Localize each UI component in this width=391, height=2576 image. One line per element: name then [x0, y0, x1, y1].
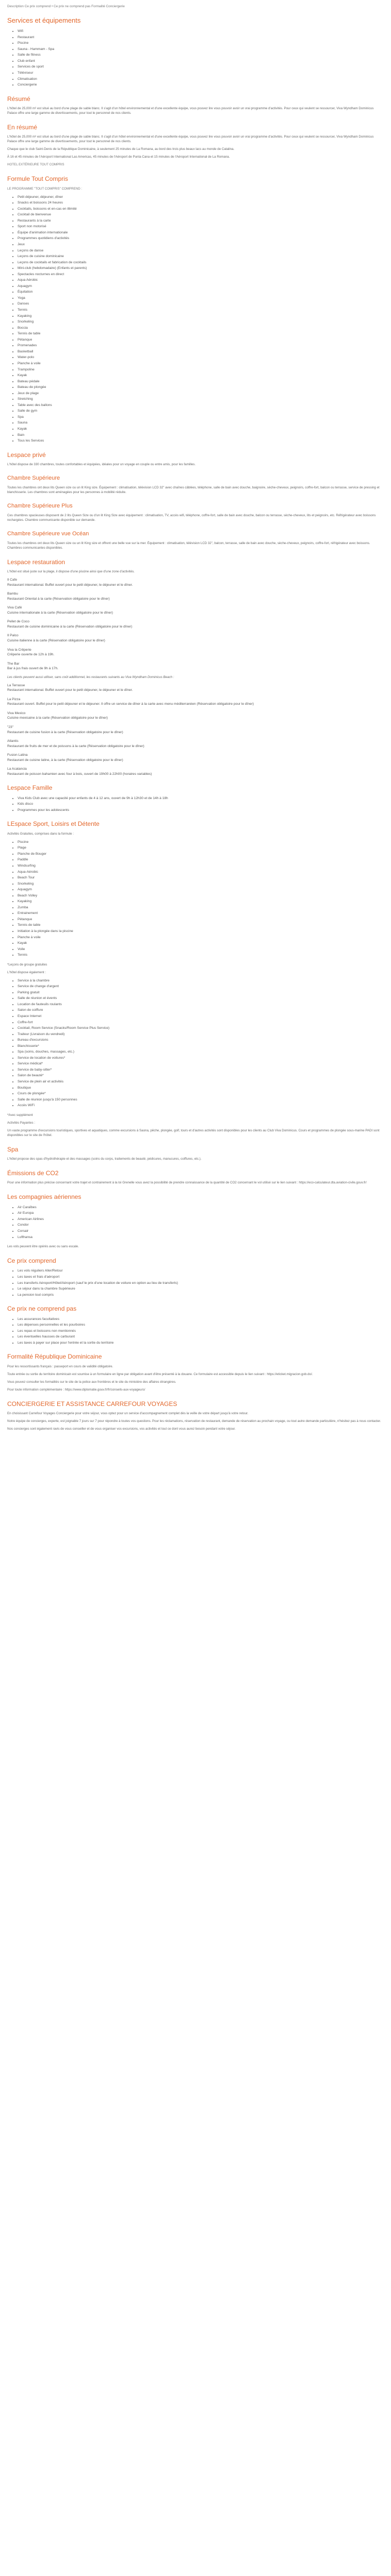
- sport-item: • Aqua-Aérobic: [18, 870, 384, 875]
- famille-item: • Kids disco: [18, 802, 384, 807]
- formule-item: • Salle de gym: [18, 409, 384, 414]
- restaurant-desc: Cuisine internationale à la carte (Réservation obligatoire pour le dîner): [7, 611, 113, 615]
- formule-item: • Tennis: [18, 308, 384, 313]
- sport-subtitle: Activités Gratuites, comprises dans la formule :: [7, 832, 74, 836]
- sport-item: • Planche de Bouger: [18, 852, 384, 857]
- sport-item: • Beach Tour: [18, 875, 384, 880]
- service-item: • Services de sport: [18, 64, 384, 70]
- hotel-service-item: • Parking gratuit: [18, 990, 384, 995]
- restaurants-list: [7, 578, 384, 671]
- hotel-service-item: • Cours de plongée*: [18, 1091, 384, 1096]
- sport-item: • Snorkeling: [18, 882, 384, 887]
- restaurant-name: La Terrasse: [7, 683, 25, 687]
- excluded-item: • Les assurances facultatives: [18, 1317, 384, 1322]
- espace-prive-text: L'hôtel dispose de 330 chambres, toutes confortables et équipées, idéales pour un voyage en couple ou entre amis, pour les familles.: [7, 463, 196, 466]
- formule-item: • Water-polo: [18, 355, 384, 360]
- service-item: • Restaurant: [18, 35, 384, 40]
- services-list: [7, 29, 384, 87]
- sport-item: • Initiation à la plongée dans la piscine: [18, 929, 384, 934]
- formule-item: • Bateau de plongée: [18, 385, 384, 390]
- formule-item: • Kayak: [18, 427, 384, 432]
- excluded-item: • Les repas et boissons non mentionnés: [18, 1329, 384, 1334]
- spa-title: Spa: [7, 1145, 19, 1153]
- restaurant: [7, 578, 384, 587]
- formule-item: • Jeux de plage: [18, 391, 384, 396]
- excluded-item: • Les taxes à payer sur place pour l'entrée et la sortie du territoire: [18, 1341, 384, 1346]
- formule-item: • Snorkeling: [18, 319, 384, 325]
- activites-payantes-subtitle: Activités Payantes :: [7, 1121, 35, 1125]
- breadcrumb: Description Ce prix comprend • Ce prix ne comprend pas Formalité Conciergerie: [7, 5, 125, 8]
- restaurant-desc: Cuisine mexicaine à la carte (Réservation obligatoire pour le dîner): [7, 716, 108, 720]
- restaurant-desc: Restaurant de poisson bahamien avec four à bois, ouvert de 19h00 à 22h00 (horaires variables): [7, 772, 152, 776]
- restaurant-name: Il Cafe: [7, 578, 18, 582]
- hotel-service-item: • Bureau d'excursions: [18, 1038, 384, 1043]
- airline-item: • Air Caraïbes: [18, 1205, 384, 1210]
- hotel-service-item: • Service médical*: [18, 1061, 384, 1066]
- formalite-text1: Pour les ressortissants français : passeport en cours de validité obligatoire.: [7, 1364, 113, 1368]
- service-item: • Conciergerie: [18, 82, 384, 88]
- sport-item: • Entrainement: [18, 911, 384, 916]
- restaurant: [7, 739, 384, 749]
- sport-item: • Planche à voile: [18, 935, 384, 940]
- formule-item: • Tennis de table: [18, 331, 384, 336]
- included-item: • Les taxes et frais d'aéroport: [18, 1275, 384, 1280]
- chambre-sup-ocean-title: Chambre Supérieure vue Océan: [7, 530, 89, 537]
- compagnies-footnote: Les vols peuvent être opérés avec ou sans escale.: [7, 1245, 79, 1249]
- sport-item: • Voile: [18, 947, 384, 952]
- sport-item: • Beach Volley: [18, 893, 384, 899]
- restaurant-desc: Restaurant de cuisine fusion à la carte (Réservation obligatoire pour le dîner): [7, 730, 123, 734]
- sport-item: • Pétanque: [18, 917, 384, 922]
- chambre-sup-text: Toutes les chambres ont deux lits Queen size ou un lit King size. Équipement : climatisation, télévision LCD 32" avec chaînes câblées, téléphone, salle de bain avec douche, baignoire, sèche-cheveux, peignoirs, coffre-fort, balcon ou terrasse, service de pressing et blanchisserie. Les chambres sont aménagées pour les personnes à mobilité réduite.: [7, 485, 380, 494]
- restauration-intro: L'hôtel est situé juste sur la plage, il dispose d'une piscine ainsi que d'une zone d'activités.: [7, 570, 135, 574]
- airline-item: • Condor: [18, 1223, 384, 1228]
- formule-item: • Table avec des ballons: [18, 403, 384, 408]
- formule-item: • Basketball: [18, 349, 384, 354]
- excluded-item: • Les éventuelles hausses de carburant: [18, 1334, 384, 1340]
- restaurant-desc: Bar à jus frais ouvert de 9h à 17h.: [7, 667, 58, 671]
- formule-item: • Boccia: [18, 326, 384, 331]
- restaurant: [7, 697, 384, 707]
- formule-item: • Mini-club (hebdomadaire) (Enfants et parents): [18, 266, 384, 271]
- restaurant-name: La Acatancia: [7, 767, 27, 771]
- formule-item: • Stretching: [18, 397, 384, 402]
- espace-prive-title: Lespace privé: [7, 451, 46, 459]
- ce-prix-pas-title: Ce prix ne comprend pas: [7, 1305, 77, 1313]
- resume2-note: HOTEL EXTÉRIEURE TOUT COMPRIS: [7, 163, 64, 167]
- excluded-item: • Les dépenses personnelles et les pourboires: [18, 1323, 384, 1328]
- hotel-service-item: • Coffre-fort: [18, 1020, 384, 1025]
- formule-item: • Cocktails, boissons et en-cas en illimité: [18, 207, 384, 212]
- included-item: • Les transferts Aéroport/Hôtel/Aéroport (sauf le prix d'une location de voiture en option au lieu de transferts): [18, 1281, 384, 1286]
- airline-item: • Air Europa: [18, 1211, 384, 1216]
- formule-title: Formule Tout Compris: [7, 175, 68, 183]
- formule-item: • Planche à voile: [18, 361, 384, 366]
- famille-list: [7, 796, 384, 813]
- formule-item: • Cocktail de bienvenue: [18, 212, 384, 217]
- formule-item: • Leçons de cocktails et fabrication de cocktails: [18, 260, 384, 265]
- emissions-title: Émissions de CO2: [7, 1170, 59, 1177]
- conciergerie-text1: En choisissant Carrefour Voyages Conciergerie pour votre séjour, vous optez pour un service d'accompagnement complet dès la veille de votre départ jusqu'à votre retour.: [7, 1412, 249, 1416]
- restaurant-desc: Restaurant international. Buffet ouvert pour le petit déjeuner, le déjeuner et le dîner.: [7, 688, 133, 692]
- restaurant-desc: Restaurant de cuisine dominicaine à la carte (Réservation obligatoire pour le dîner): [7, 624, 133, 629]
- formule-subtitle: LE PROGRAMME "TOUT COMPRIS" COMPREND :: [7, 187, 83, 191]
- formalite-title: Formalité République Dominicaine: [7, 1353, 102, 1361]
- chambre-sup-ocean-text: Toutes les chambres ont deux lits Queen size ou un lit King size et offrent une belle vue sur la mer. Équipement : climatisation, télévision LCD 32", balcon, terrasse, salle de bain avec douche, sèche-cheveux, peignoirs, coffre-fort, réfrigérateur avec boissons. Chambres communicantes disponibles.: [7, 541, 370, 550]
- formule-item: • Trampoline: [18, 367, 384, 372]
- formalite-text3: Vous pouvez consulter les formalités sur le site de la police aux frontières et le site du ministère des affaires étrangères.: [7, 1380, 176, 1384]
- ce-prix-list: [7, 1268, 384, 1297]
- formule-item: • Pétanque: [18, 337, 384, 343]
- included-item: • Les vols réguliers Aller/Retour: [18, 1268, 384, 1274]
- restaurant-name: Viva la Crêperie: [7, 648, 31, 652]
- hotel-service-item: • Accès WiFi: [18, 1103, 384, 1108]
- restaurant-name: Viva Café: [7, 606, 22, 610]
- formule-item: • Tous les Services: [18, 438, 384, 444]
- restaurant: [7, 753, 384, 762]
- formule-item: • Promenades: [18, 343, 384, 348]
- restaurant: [7, 648, 384, 657]
- ce-prix-pas-list: [7, 1317, 384, 1346]
- chambre-sup-plus-text: Ces chambres spacieuses disposent de 2 lits Queen Size ou d'un lit King Size avec équipement : climatisation, TV, accès wifi, téléphone, coffre-fort, salle de bain avec douche, balcon ou terrasse, sèche-cheveux, lits et peignoirs, etc. Réfrigérateur avec boissons rechargées. Chambre communicante disponible sur demande.: [7, 513, 376, 522]
- service-item: • Piscine: [18, 41, 384, 46]
- formule-item: • Équipe d'animation internationale: [18, 230, 384, 235]
- restaurant-name: "23": [7, 725, 14, 729]
- restaurant-name: Bambu: [7, 592, 18, 596]
- famille-item: • Viva Kids Club avec une capacité pour enfants de 4 à 12 ans, ouvert de 9h à 12h30 et de 14h à 18h: [18, 796, 384, 801]
- restaurant-name: The Bar: [7, 662, 20, 666]
- formule-item: • Leçons de danse: [18, 248, 384, 253]
- restaurant-desc: Restaurant de fruits de mer et de poissons à la carte (Réservation obligatoire pour le dîner): [7, 744, 144, 748]
- service-item: • Climatisation: [18, 77, 384, 82]
- formule-item: • Leçons de cuisine dominicaine: [18, 254, 384, 259]
- hotel-service-item: • Blanchisserie*: [18, 1044, 384, 1049]
- restaurant: [7, 683, 384, 693]
- restaurant-desc: Restaurant international. Buffet ouvert pour le petit déjeuner, le déjeuner et le dîner.: [7, 583, 133, 587]
- airline-item: • Corsair: [18, 1229, 384, 1234]
- service-item: • Wifi: [18, 29, 384, 34]
- sport-list: [7, 840, 384, 958]
- sport-item: • Zumba: [18, 905, 384, 910]
- restaurant-name: Fusion Latina: [7, 753, 28, 757]
- hotel-service-item: • Cocktail, Room Service (Snacks/Room Service Plus Service): [18, 1026, 384, 1031]
- formule-item: • Snacks et boissons 24 heures: [18, 200, 384, 206]
- services-hotel-footnote: *Avec supplément: [7, 1113, 33, 1117]
- conciergerie-title: CONCIERGERIE ET ASSISTANCE CARREFOUR VOYAGES: [7, 1400, 177, 1408]
- sport-footnote: *Leçons de groupe gratuites: [7, 962, 47, 967]
- airline-item: • American Airlines: [18, 1217, 384, 1222]
- hotel-service-item: • Service de change d'argent: [18, 984, 384, 989]
- formule-item: • Sauna: [18, 420, 384, 426]
- restaurant: [7, 619, 384, 629]
- sport-item: • Paddle: [18, 857, 384, 862]
- hotel-service-item: • Salon de coiffure: [18, 1008, 384, 1013]
- resume1-title: Résumé: [7, 95, 30, 103]
- resume2-text2: Chaque que le club Saint-Denis de la République Dominicaine, à seulement 25 minutes de La Romana, au bord des trois plus beaux lacs au monde de Catalina.: [7, 147, 235, 151]
- restauration-title: Lespace restauration: [7, 558, 66, 566]
- formule-item: • Restaurants à la carte: [18, 218, 384, 224]
- sport-item: • Tennis: [18, 953, 384, 958]
- hotel-service-item: • Service de location de voitures*: [18, 1056, 384, 1061]
- restaurant: [7, 725, 384, 735]
- emissions-text: Pour une information plus précise concernant votre trajet et contrairement à la loi Grenelle vous avez la possibilité de prendre connaissance de la quantité de CO2 concernant le vol utilisé sur le lien suivant : https://eco-calculateur.dta.aviation-civile.gouv.fr/: [7, 1181, 367, 1185]
- formule-item: • Petit déjeuner, déjeuner, dîner: [18, 195, 384, 200]
- services-hotel-subtitle: L'hôtel dispose également :: [7, 970, 46, 974]
- restauration-note: Les clients peuvent aussi utiliser, sans coût additionnel, les restaurants suivants au Viva Wyndham Dominicus Beach :: [7, 675, 174, 679]
- compagnies-title: Les compagnies aériennes: [7, 1193, 82, 1201]
- sport-item: • Windsurfing: [18, 863, 384, 869]
- hotel-service-item: • Salon de beauté*: [18, 1073, 384, 1078]
- restaurant-name: Il Palco: [7, 634, 19, 638]
- ce-prix-title: Ce prix comprend: [7, 1257, 56, 1265]
- formule-item: • Bateau pédale: [18, 379, 384, 384]
- formule-item: • Sport non motorisé: [18, 224, 384, 229]
- hotel-service-item: • Espace Internet: [18, 1014, 384, 1019]
- service-item: • Club enfant: [18, 59, 384, 64]
- restaurant: [7, 662, 384, 671]
- resume2-text3: À 16 et 45 minutes de l'Aéroport International Las Americas, 45 minutes de l'Aéroport de Punta Cana et 15 minutes de l'Aéroport International de La Romana.: [7, 155, 230, 159]
- conciergerie-text3: Nos concierges sont également ravis de vous conseiller et de vous organiser vos excursions, vos activités et tout ce dont vous aurez besoin pendant votre séjour.: [7, 1427, 236, 1431]
- restaurant: [7, 711, 384, 721]
- services-hotel-list: [7, 978, 384, 1108]
- hotel-service-item: • Salle de réunion jusqu'à 150 personnes: [18, 1097, 384, 1103]
- formule-item: • Kayaking: [18, 314, 384, 319]
- restaurant-desc: Restaurant Oriental à la carte (Réservation obligatoire pour le dîner): [7, 597, 110, 601]
- hotel-service-item: • Spa (soins, douches, massages, etc.): [18, 1049, 384, 1055]
- hotel-service-item: • Service de baby-sitter*: [18, 1067, 384, 1073]
- restaurant-desc: Cuisine italienne à la carte (Réservation obligatoire pour le dîner): [7, 639, 105, 642]
- restaurant-desc: Restaurant ouvert. Buffet pour le petit déjeuner et le déjeuner. Il offre un service de dîner à la carte avec menu méditerranéen (Réservation obligatoire pour le dîner): [7, 702, 254, 706]
- compagnies-list: [7, 1205, 384, 1240]
- resume2-title: En résumé: [7, 123, 38, 131]
- conciergerie-text2: Notre équipe de concierges, experte, est joignable 7 jours sur 7 pour répondre à toutes vos questions. Pour les réclamations, réservation de restaurant, demande de réservation au prochain voyage, ou tout autre demande particulière, n'hésitez pas à nous contacter.: [7, 1419, 381, 1423]
- spa-text: L'hôtel propose des spas d'hydrothérapie et des massages (soins du corps, traitements de beauté, pédicures, manucures, coiffures, etc.).: [7, 1157, 202, 1161]
- formule-item: • Bain: [18, 433, 384, 438]
- restaurant: [7, 767, 384, 776]
- formule-item: • Aquagym: [18, 284, 384, 289]
- restaurant-name: Atlantis: [7, 739, 19, 743]
- product-description: [7, 0, 384, 1445]
- service-item: • Téléviseur: [18, 71, 384, 76]
- restaurant: [7, 633, 384, 643]
- services-title: Services et équipements: [7, 16, 81, 25]
- famille-title: Lespace Famille: [7, 784, 53, 792]
- sport-item: • Piscine: [18, 840, 384, 845]
- hotel-service-item: • Traiteur (Livraison du vendredi): [18, 1032, 384, 1037]
- formule-item: • Kayak: [18, 373, 384, 378]
- formule-item: • Équitation: [18, 290, 384, 295]
- restaurants-list-2: [7, 683, 384, 777]
- sport-item: • Tennis de table: [18, 923, 384, 928]
- sport-item: • Aquagym: [18, 887, 384, 892]
- formalite-text2: Toute entrée ou sortie du territoire dominicain est soumise à un formulaire en ligne par obligation avant d'être présenté à la douane. Ce formulaire est accessible depuis le lien suivant : https://eticket.migracion.gob.do/.: [7, 1372, 313, 1376]
- chambre-sup-title: Chambre Supérieure: [7, 474, 60, 481]
- hotel-service-item: • Boutique: [18, 1086, 384, 1091]
- famille-item: • Programmes pour les adolescents: [18, 808, 384, 813]
- restaurant-name: Viva Mexico: [7, 711, 26, 715]
- formule-item: • Yoga: [18, 296, 384, 301]
- hotel-service-item: • Service à la chambre: [18, 978, 384, 984]
- sport-item: • Kayak: [18, 941, 384, 946]
- hotel-service-item: • Location de fauteuils roulants: [18, 1002, 384, 1007]
- resume2-text: L'hôtel de 25,000 m² est situé au bord d'une plage de sable blanc. Il s'agit d'un hôtel environnemental et d'une excellente équipe, vous pouvez lire vous pouvoir avoir un vrai programme d'activités. Pour ceux qui veulent se ressourcer, Viva Wyndham Dominicus Palace offre une large gamme de divertissements, pour tout le personnel de nos clients.: [7, 135, 374, 144]
- sport-title: LEspace Sport, Loisirs et Détente: [7, 820, 100, 828]
- sport-item: • Kayaking: [18, 899, 384, 904]
- restaurant-desc: Restaurant de cuisine latine, à la carte (Réservation obligatoire pour le dîner): [7, 758, 123, 762]
- restaurant: [7, 591, 384, 601]
- restaurant-name: Pellet de Coco: [7, 620, 29, 624]
- restaurant-name: La Pizza: [7, 697, 21, 701]
- included-item: • Le séjour dans la chambre Supérieure: [18, 1286, 384, 1292]
- chambre-sup-plus-title: Chambre Supérieure Plus: [7, 502, 73, 509]
- resume1-text: L'hôtel de 25,000 m² est situé au bord d'une plage de sable blanc. Il s'agit d'un hôtel environnemental et d'une excellente équipe, vous pouvez lire vous pouvoir avoir un vrai programme d'activités. Pour ceux qui veulent se ressourcer, Viva Wyndham Dominicus Palace offre une large gamme de divertissements, pour tout le personnel de nos clients.: [7, 106, 374, 115]
- formule-item: • Spectacles nocturnes en direct: [18, 272, 384, 277]
- formule-item: • Spa: [18, 415, 384, 420]
- formule-item: • Programmes quotidiens d'activités: [18, 236, 384, 241]
- restaurant-desc: Crêperie ouverte de 12h à 19h.: [7, 653, 55, 657]
- formule-item: • Jeux: [18, 242, 384, 247]
- hotel-service-item: • Service de plein air et activités: [18, 1079, 384, 1084]
- restaurant: [7, 605, 384, 615]
- formule-item: • Danses: [18, 301, 384, 307]
- sport-item: • Plage: [18, 845, 384, 851]
- service-item: • Sauna - Hammam - Spa: [18, 47, 384, 52]
- airline-item: • Lufthansa: [18, 1235, 384, 1240]
- hotel-service-item: • Salle de réunion et évents: [18, 996, 384, 1001]
- formalite-text4: Pour toute information complémentaire : https://www.diplomatie.gouv.fr/fr/conseils-aux-voyageurs/: [7, 1387, 145, 1392]
- service-item: • Salle de fitness: [18, 53, 384, 58]
- included-item: • La pension tout compris: [18, 1293, 384, 1298]
- activites-payantes-text: Un vaste programme d'excursions touristiques, sportives et aquatiques, comme excursions à Saona, pêche, plongée, golf, tours et d'autres activités sont disponibles pour les clients au Club Viva Dominicus. Cours et programmes de plongée sous-marine PADI sont disponibles sur le site de l'hôtel.: [7, 1128, 380, 1137]
- formule-item: • Aqua Aérobic: [18, 278, 384, 283]
- formule-list: [7, 195, 384, 444]
